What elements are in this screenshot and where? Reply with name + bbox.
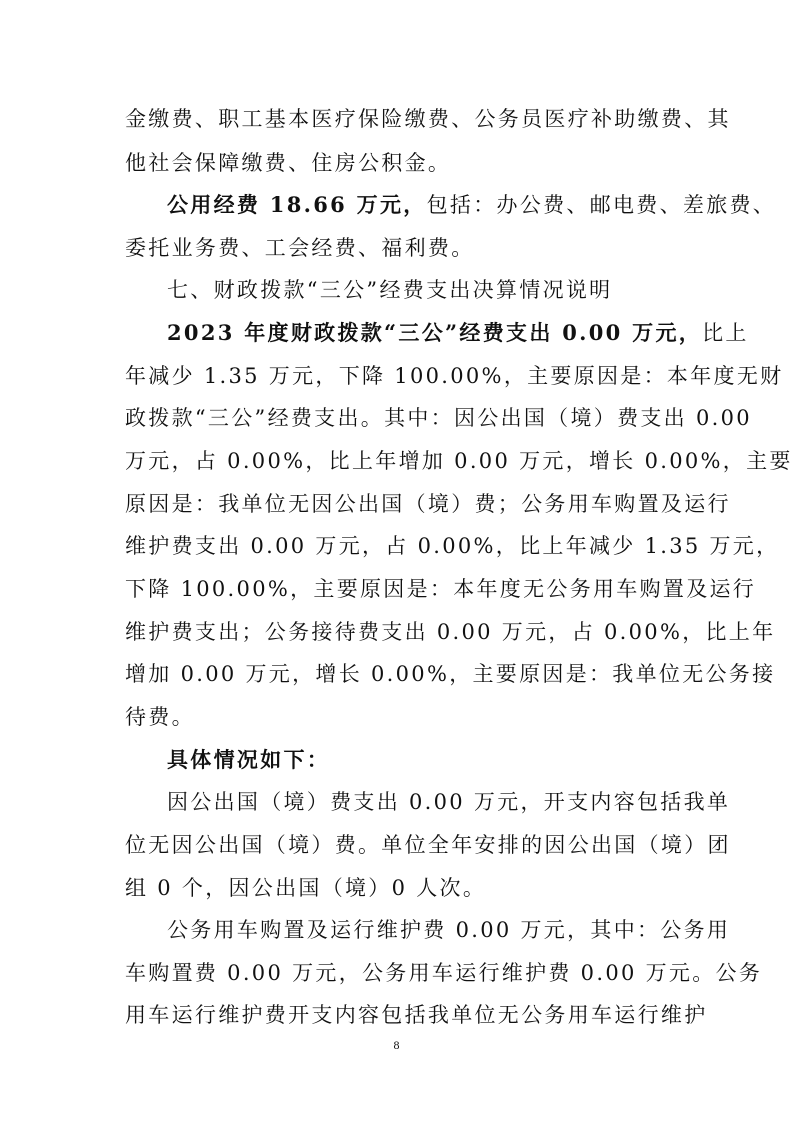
body-line-1: 金缴费、职工基本医疗保险缴费、公务员医疗补助缴费、其 xyxy=(125,107,731,131)
body-line-19: 组 0 个，因公出国（境）0 人次。 xyxy=(125,876,487,900)
body-line-2: 他社会保障缴费、住房公积金。 xyxy=(125,151,452,175)
body-line-22: 用车运行维护费开支内容包括我单位无公务用车运行维护 xyxy=(125,1003,708,1027)
three-public-summary-line: 2023 年度财政拨款“三公”经费支出 0.00 万元，比上 xyxy=(167,320,749,345)
body-line-18: 位无因公出国（境）费。单位全年安排的因公出国（境）团 xyxy=(125,833,731,857)
body-line-14: 增加 0.00 万元，增长 0.00%，主要原因是：我单位无公务接 xyxy=(125,662,776,686)
body-line-4: 委托业务费、工会经费、福利费。 xyxy=(125,236,475,260)
body-line-15: 待费。 xyxy=(125,705,195,729)
body-line-8: 政拨款“三公”经费支出。其中：因公出国（境）费支出 0.00 xyxy=(125,406,752,430)
body-line-17: 因公出国（境）费支出 0.00 万元，开支内容包括我单 xyxy=(167,790,731,814)
body-line-9: 万元，占 0.00%，比上年增加 0.00 万元，增长 0.00%，主要 xyxy=(125,449,793,473)
body-line-11: 维护费支出 0.00 万元，占 0.00%，比上年减少 1.35 万元， xyxy=(125,534,780,558)
public-funds-line: 公用经费 18.66 万元，包括：办公费、邮电费、差旅费、 xyxy=(167,192,777,217)
body-line-12: 下降 100.00%，主要原因是：本年度无公务用车购置及运行 xyxy=(125,577,757,601)
body-line-20: 公务用车购置及运行维护费 0.00 万元，其中：公务用 xyxy=(167,918,731,942)
body-line-21: 车购置费 0.00 万元，公务用车运行维护费 0.00 万元。公务 xyxy=(125,961,763,985)
body-line-13: 维护费支出；公务接待费支出 0.00 万元，占 0.00%，比上年 xyxy=(125,620,776,644)
section-heading: 七、财政拨款“三公”经费支出决算情况说明 xyxy=(167,278,613,302)
page-number: 8 xyxy=(393,1038,400,1052)
body-line-7: 年减少 1.35 万元，下降 100.00%，主要原因是：本年度无财 xyxy=(125,364,784,388)
body-line-10: 原因是：我单位无因公出国（境）费；公务用车购置及运行 xyxy=(125,492,731,516)
details-heading: 具体情况如下： xyxy=(167,747,331,772)
three-public-total: 2023 年度财政拨款“三公”经费支出 0.00 万元， xyxy=(167,320,703,345)
public-funds-amount: 公用经费 18.66 万元， xyxy=(167,192,427,217)
